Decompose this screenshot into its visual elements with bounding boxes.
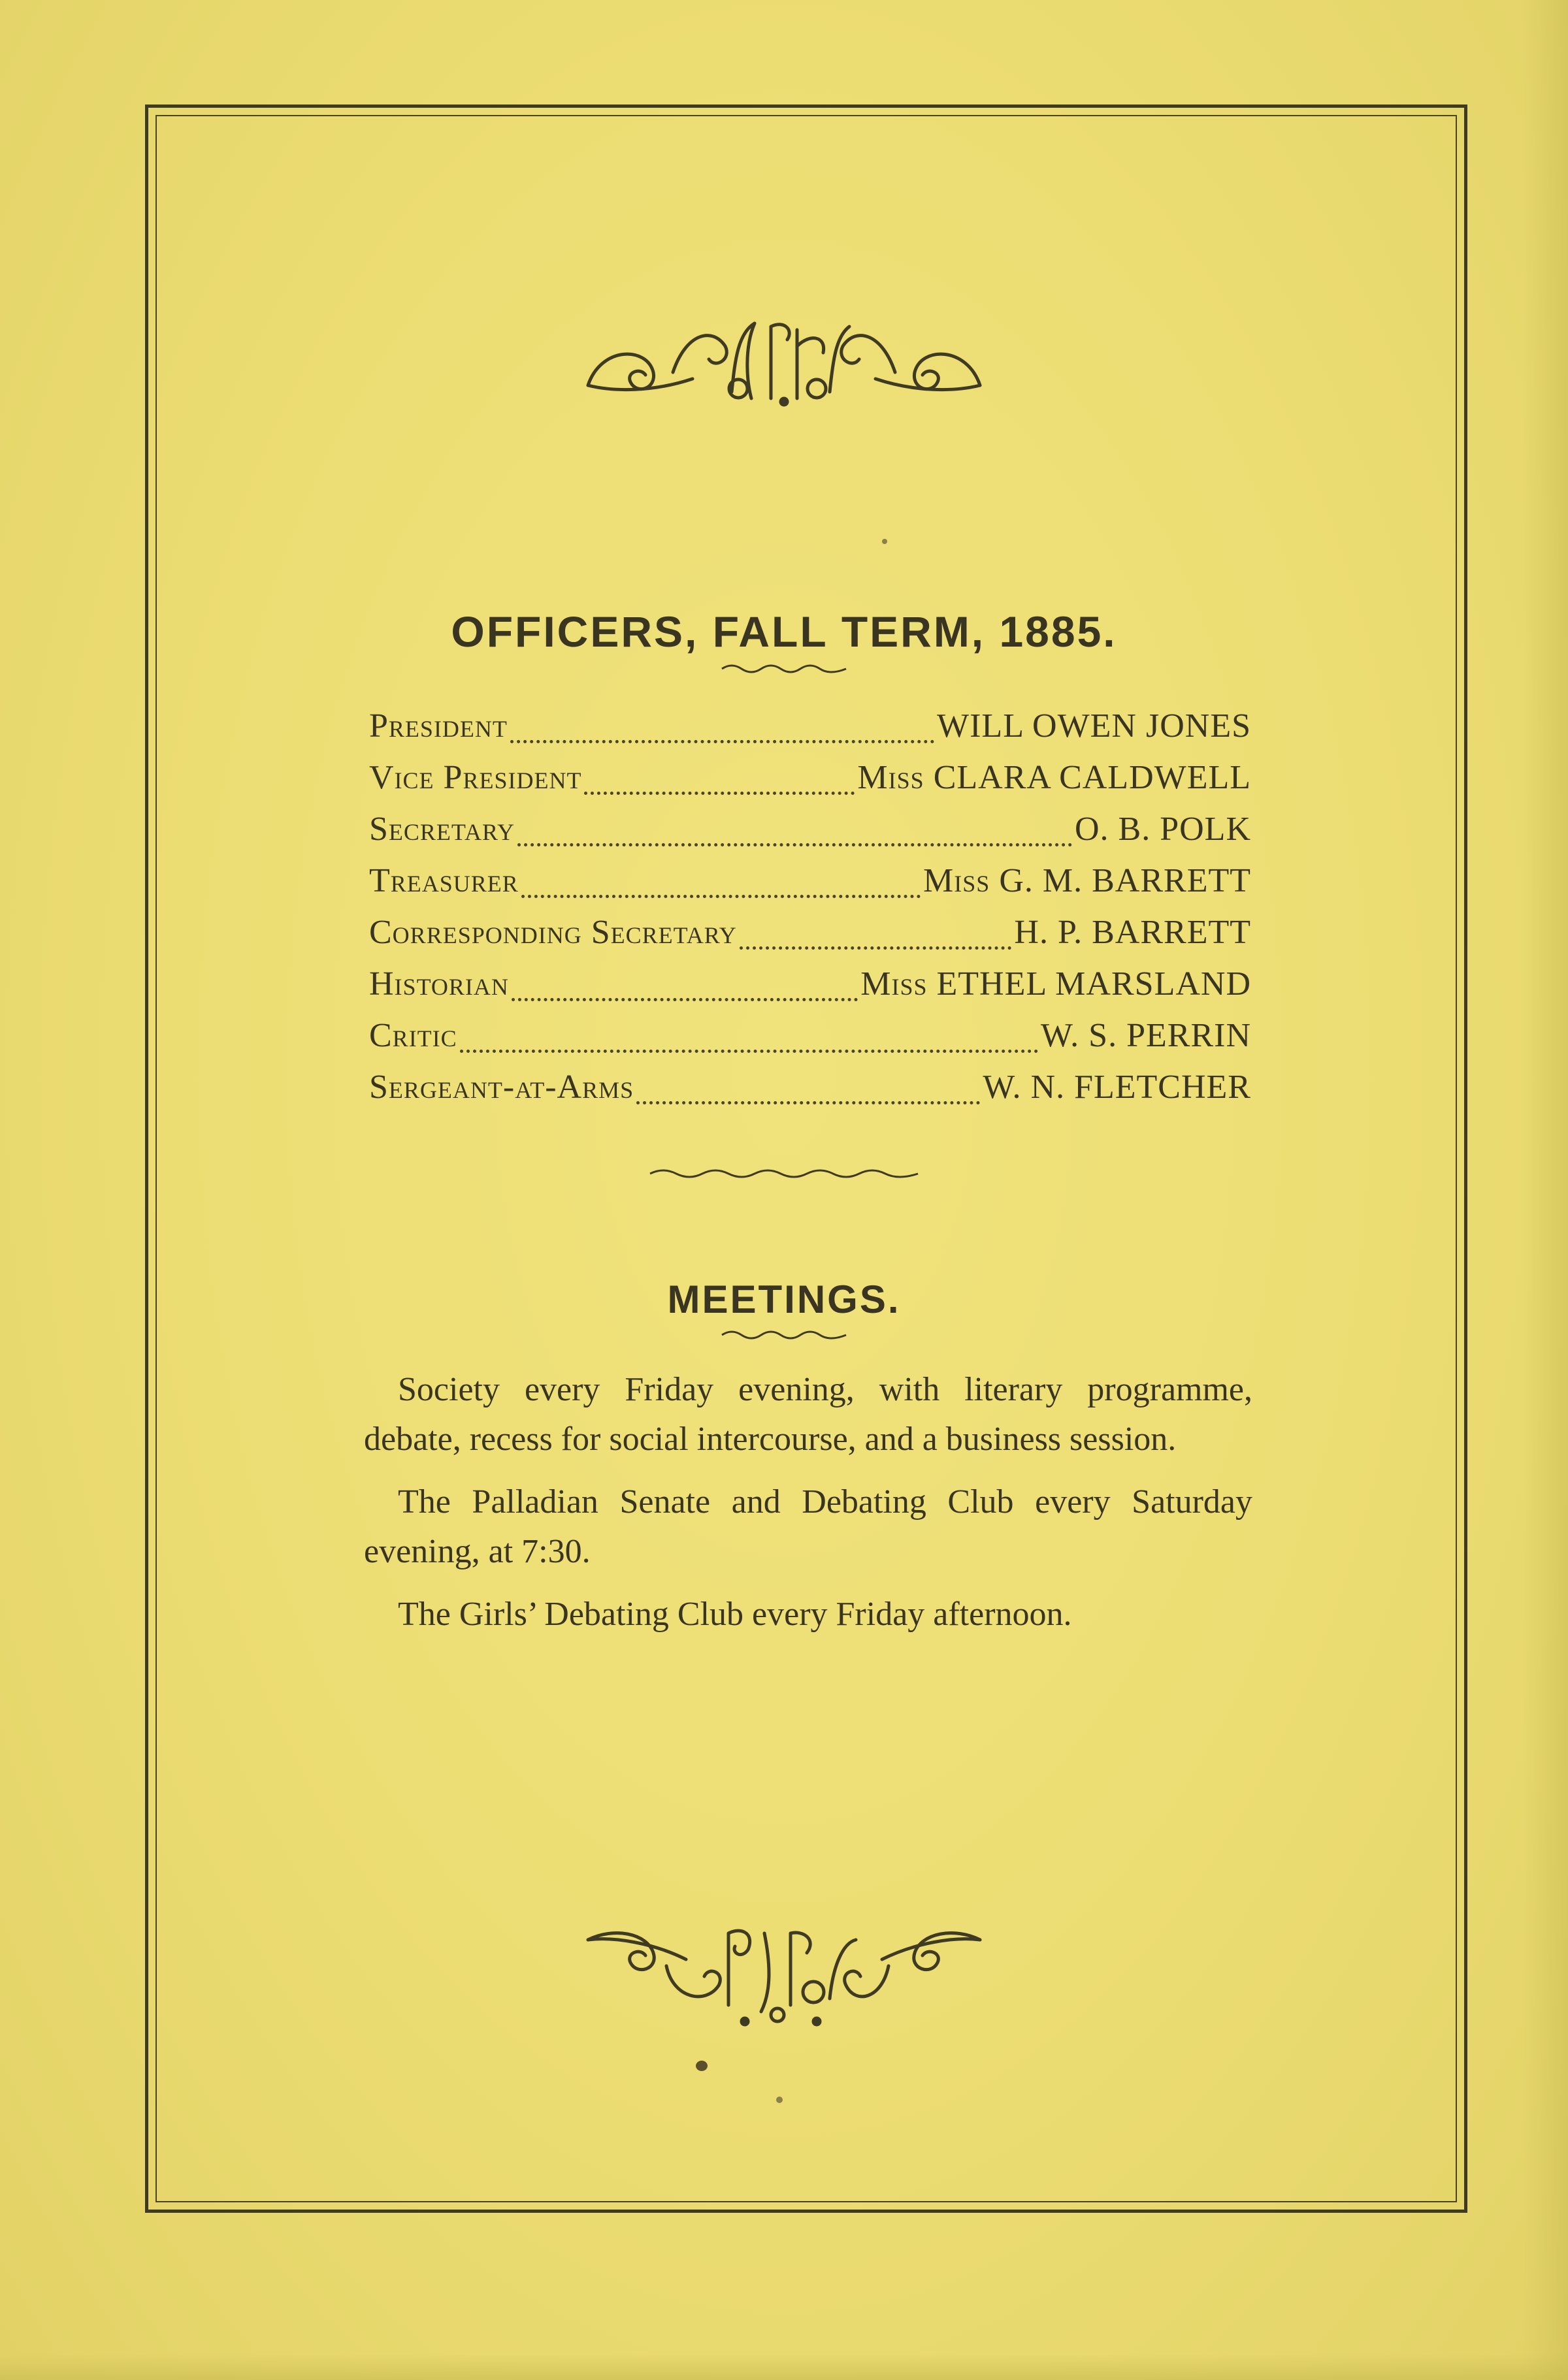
officer-row-president — [369, 707, 1251, 758]
leader-dots — [740, 946, 1012, 950]
officer-prefix: Miss — [857, 759, 924, 796]
leader-dots — [521, 895, 921, 898]
leader-dots — [512, 998, 858, 1001]
officer-title: Vice President — [369, 759, 582, 796]
officers-heading: OFFICERS, FALL TERM, 1885. — [451, 607, 1117, 656]
officer-name — [937, 707, 1251, 745]
officers-list — [369, 707, 1251, 1119]
officer-name-text: CLARA CALDWELL — [933, 759, 1251, 796]
leader-dots — [636, 1101, 980, 1104]
scroll-ornament-icon — [575, 307, 993, 411]
officer-prefix: Miss — [860, 965, 928, 1003]
officer-name — [1075, 810, 1251, 848]
leader-dots — [517, 843, 1072, 846]
officer-row-vice-president — [369, 758, 1251, 810]
paper-bottom-shadow — [0, 2354, 1568, 2380]
officer-name-text: O. B. POLK — [1074, 811, 1251, 848]
ink-speck — [776, 2097, 783, 2103]
officer-row-historian — [369, 965, 1251, 1016]
officer-title: President — [369, 707, 508, 745]
meetings-paragraph: Society every Friday evening, with literary programme, debate, recess for social intercourse, and a business session. — [364, 1371, 1252, 1458]
officer-name-text: ETHEL MARSLAND — [936, 965, 1251, 1003]
meetings-text — [364, 1365, 1252, 1652]
top-ornament — [0, 307, 1568, 415]
wavy-divider-icon — [719, 1326, 849, 1342]
officers-divider — [0, 660, 1568, 679]
officer-title: Historian — [369, 965, 509, 1003]
officer-name-text: W. N. FLETCHER — [983, 1069, 1251, 1106]
officer-name — [1014, 913, 1251, 952]
officer-row-sergeant-at-arms — [369, 1068, 1251, 1119]
meetings-heading: MEETINGS. — [667, 1277, 901, 1321]
meetings-paragraph: The Girls’ Debating Club every Friday afternoon. — [398, 1596, 1072, 1633]
officer-name — [857, 758, 1251, 797]
section-divider — [0, 1166, 1568, 1185]
wavy-divider-icon — [719, 660, 849, 675]
officer-title: Treasurer — [369, 862, 519, 899]
officer-name-text: H. P. BARRETT — [1014, 914, 1251, 951]
page-border-inner — [155, 115, 1457, 2202]
officer-name — [983, 1068, 1251, 1106]
bottom-ornament — [0, 1914, 1568, 2034]
wavy-divider-icon — [647, 1166, 921, 1182]
officer-row-treasurer — [369, 861, 1251, 913]
leader-dots — [460, 1050, 1038, 1053]
officer-name — [860, 965, 1251, 1003]
meetings-paragraph: The Palladian Senate and Debating Club every Saturday evening, at 7:30. — [364, 1483, 1252, 1570]
officer-name-text: WILL OWEN JONES — [937, 707, 1251, 745]
meetings-divider — [0, 1326, 1568, 1345]
officer-title: Corresponding Secretary — [369, 914, 737, 951]
officer-name-text: G. M. BARRETT — [999, 862, 1251, 899]
leader-dots — [510, 740, 934, 743]
officer-name — [1041, 1016, 1251, 1055]
ink-speck — [696, 2061, 708, 2071]
leader-dots — [584, 792, 855, 795]
scroll-ornament-icon — [575, 1914, 993, 2031]
officer-row-critic — [369, 1016, 1251, 1068]
officer-title: Secretary — [369, 811, 515, 848]
officer-title: Sergeant-at-Arms — [369, 1069, 634, 1106]
officer-name — [923, 861, 1251, 900]
officer-row-corresponding-secretary — [369, 913, 1251, 965]
officer-row-secretary — [369, 810, 1251, 861]
ink-speck — [882, 539, 887, 544]
officer-name-text: W. S. PERRIN — [1040, 1017, 1251, 1054]
officer-prefix: Miss — [923, 862, 990, 899]
officer-title: Critic — [369, 1017, 457, 1054]
